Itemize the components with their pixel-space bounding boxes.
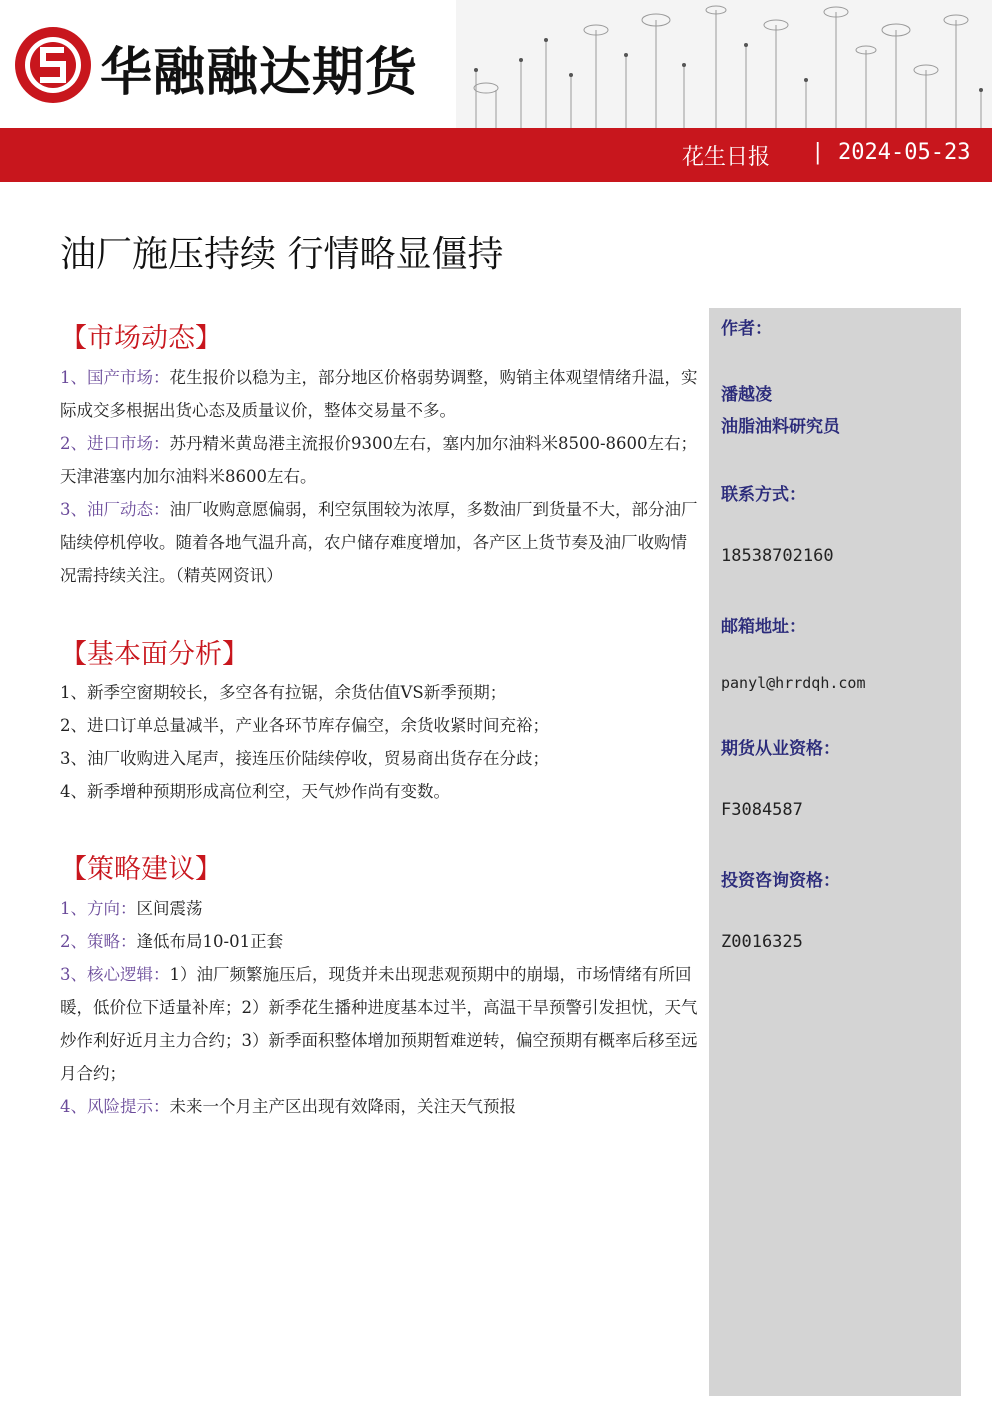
strategy-item [60,925,700,958]
page-title: 油厂施压持续 行情略显僵持 [60,234,504,275]
item-text: 逢低布局10-01正套 [136,932,284,951]
company-logo-icon [12,24,94,106]
fundamental-item: 2、进口订单总量减半，产业各环节库存偏空，余货收紧时间充裕； [60,716,549,735]
item-text: 花生报价以稳为主，部分地区价格弱势调整，购销主体观望情绪升温，实际成交多根据出货心态及质量议价，整体交易量不多。 [60,368,698,420]
contact-label: 联系方式： [721,485,806,505]
email-address[interactable]: panyl@hrrdqh.com [721,674,866,692]
strategy-item [60,958,700,1090]
report-date: 2024-05-23 [838,140,971,165]
strategy-item [60,1090,700,1123]
item-label: 3、油厂动态： [60,500,170,519]
item-label: 2、进口市场： [60,434,170,453]
author-role: 油脂油料研究员 [721,417,840,437]
advisory-label: 投资咨询资格： [721,871,840,891]
author-label: 作者： [721,319,772,339]
license-label: 期货从业资格： [721,739,840,759]
page-header [0,0,992,182]
item-text: 区间震荡 [136,899,203,918]
decorative-pattern [456,0,992,128]
market-item [60,427,700,493]
item-text: 油厂收购意愿偏弱，利空氛围较为浓厚，多数油厂到货量不大，部分油厂陆续停机停收。随着各地气温升高，农户储存难度增加，各产区上货节奏及油厂收购情况需持续关注。（精英网资讯） [60,500,698,585]
fundamental-item: 3、油厂收购进入尾声，接连压价陆续停收，贸易商出货存在分歧； [60,749,549,768]
market-item [60,361,700,427]
fundamental-item: 4、新季增种预期形成高位利空，天气炒作尚有变数。 [60,782,450,801]
author-name: 潘越凌 [721,385,772,405]
report-type: 花生日报 [682,145,771,170]
company-name: 华融融达期货 [100,43,419,103]
advisory-number: Z0016325 [721,932,803,952]
fundamental-item: 1、新季空窗期较长，多空各有拉锯，余货估值VS新季预期； [60,683,507,702]
item-label: 2、策略： [60,932,137,951]
market-item [60,493,700,592]
strategy-item [60,892,700,925]
item-label: 4、风险提示： [60,1097,170,1116]
market-heading: 【市场动态】 [60,323,222,354]
item-label: 1、国产市场： [60,368,170,387]
item-text: 苏丹精米黄岛港主流报价9300左右，塞内加尔油料米8500-8600左右；天津港塞内加尔油料米8600左右。 [60,434,698,486]
email-label: 邮箱地址： [721,617,806,637]
strategy-heading: 【策略建议】 [60,854,222,885]
item-text: 1）油厂频繁施压后，现货并未出现悲观预期中的崩塌，市场情绪有所回暖，低价位下适量补库；2）新季花生播种进度基本过半，高温干旱预警引发担忧，天气炒作利好近月主力合约；3）新季面积整体增加预期暂难逆转，偏空预期有概率后移至远月合约； [60,965,698,1083]
fundamental-heading: 【基本面分析】 [60,639,249,670]
author-sidebar [709,308,961,1396]
license-number: F3084587 [721,800,803,820]
header-separator: | [814,140,822,165]
phone-number: 18538702160 [721,546,834,566]
item-text: 未来一个月主产区出现有效降雨，关注天气预报 [169,1097,516,1116]
item-label: 3、核心逻辑： [60,965,170,984]
item-label: 1、方向： [60,899,137,918]
